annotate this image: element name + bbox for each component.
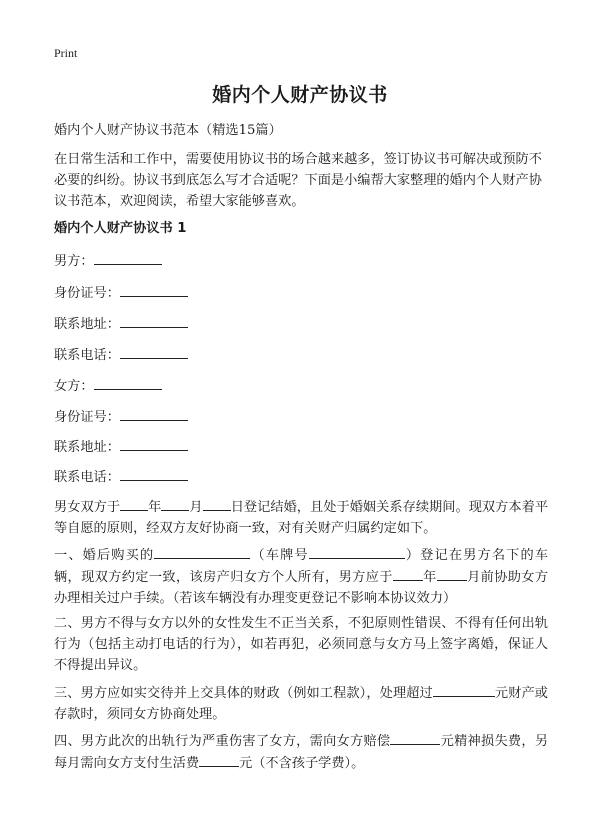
blank-line: [309, 544, 405, 559]
field-wife-id: [54, 406, 188, 428]
intro-paragraph: 在日常生活和工作中，需要使用协议书的场合越来越多，签订协议书可解决或预防不必要的纠纷。协议书到底怎么写才合适呢？下面是小编帮大家整理的婚内个人财产协议书范本，欢迎阅读，希望大家能够喜欢。: [54, 152, 542, 209]
blank-line: [120, 406, 188, 421]
print-link[interactable]: Print: [54, 46, 78, 60]
field-husband-id: [54, 282, 188, 304]
blank-line: [437, 566, 467, 581]
field-wife-phone: [54, 466, 188, 488]
field-label: 联系电话：: [54, 470, 120, 485]
field-husband-address: [54, 313, 188, 335]
field-wife-address: [54, 436, 188, 458]
field-label: 女方：: [54, 379, 94, 394]
document-title: 婚内个人财产协议书: [212, 84, 388, 106]
section-heading: 婚内个人财产协议书 1: [54, 221, 187, 236]
clause-1: 一、婚后购买的 （车牌号 ）登记在男方名下的车辆，现双方约定一致，该房产归女方个人所有，男方应于 年 月前协助女方办理相关过户手续。（若该车辆没有办理变更登记不影响本协议效力）: [54, 544, 548, 609]
field-label: 身份证号：: [54, 410, 120, 425]
field-wife: [54, 375, 162, 397]
blank-line: [120, 436, 188, 451]
blank-line: [94, 250, 162, 265]
blank-line: [120, 344, 188, 359]
clause-4: 四、男方此次的出轨行为严重伤害了女方，需向女方赔偿 元精神损失费，另每月需向女方支付生活费 元（不含孩子学费）。: [54, 730, 548, 774]
clause-3: 三、男方应如实交待并上交具体的财政（例如工程款），处理超过 元财产或存款时，须同女方协商处理。: [54, 682, 548, 725]
blank-line: [393, 566, 423, 581]
blank-line: [120, 466, 188, 481]
blank-line: [120, 496, 148, 511]
field-husband: [54, 250, 162, 272]
clause-2: 二、男方不得与女方以外的女性发生不正当关系，不犯原则性错误、不得有任何出轨行为（包括主动打电话的行为），如若再犯，必须同意与女方马上签字离婚，保证人不得提出异议。: [54, 616, 548, 673]
blank-line: [199, 752, 239, 767]
blank-line: [154, 544, 250, 559]
field-label: 联系地址：: [54, 440, 120, 455]
field-label: 联系地址：: [54, 317, 120, 332]
blank-line: [161, 496, 189, 511]
marriage-paragraph: 男女双方于 年 月 日登记结婚，且处于婚姻关系存续期间。现双方本着平等自愿的原则，经双方友好协商一致，对有关财产归属约定如下。: [54, 496, 548, 539]
field-husband-phone: [54, 344, 188, 366]
field-label: 联系电话：: [54, 348, 120, 363]
blank-line: [120, 282, 188, 297]
blank-line: [120, 313, 188, 328]
blank-line: [203, 496, 231, 511]
blank-line: [390, 730, 440, 745]
field-label: 身份证号：: [54, 286, 120, 301]
blank-line: [94, 375, 162, 390]
document-subtitle: 婚内个人财产协议书范本（精选15篇）: [54, 123, 282, 138]
field-label: 男方：: [54, 254, 94, 269]
blank-line: [433, 682, 495, 697]
